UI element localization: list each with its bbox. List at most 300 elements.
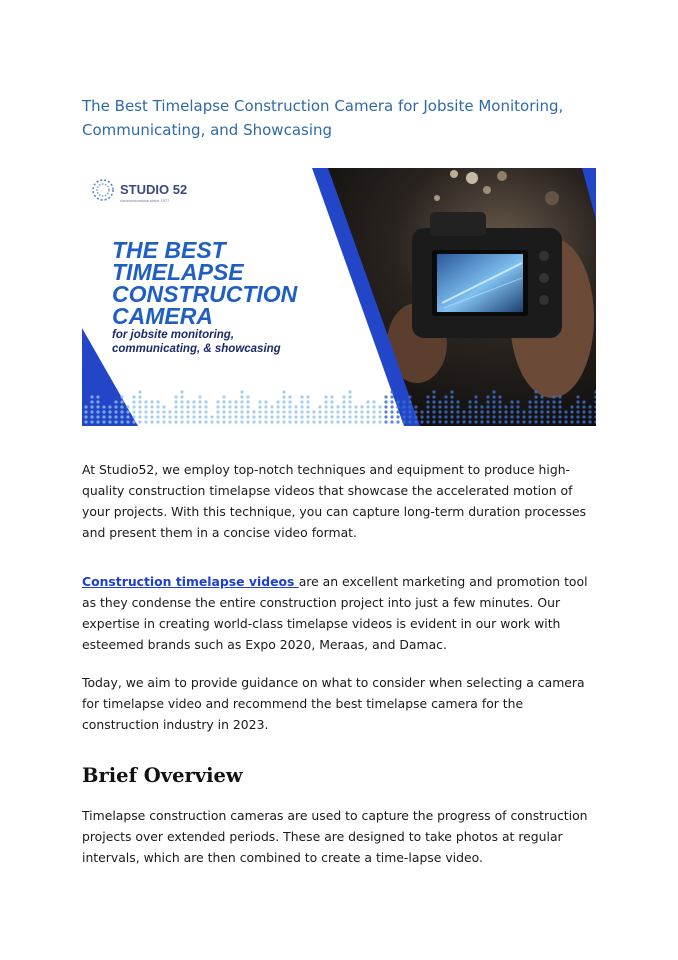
pattern-dot (90, 405, 93, 408)
pattern-dot (324, 405, 327, 408)
pattern-dot (408, 410, 411, 413)
pattern-dot (432, 420, 435, 423)
pattern-dot (426, 420, 429, 423)
pattern-dot (378, 420, 381, 423)
pattern-dot (294, 415, 297, 418)
pattern-dot (474, 405, 477, 408)
pattern-dot (534, 405, 537, 408)
banner-subline-2: communicating, & showcasing (112, 343, 281, 355)
pattern-dot (132, 400, 135, 403)
pattern-dot (186, 410, 189, 413)
pattern-dot (126, 410, 129, 413)
pattern-dot (426, 405, 429, 408)
pattern-dot (180, 400, 183, 403)
page-title: The Best Timelapse Construction Camera for Jobsite Monitoring, Communicating, and Showcasing (82, 97, 564, 139)
pattern-dot (486, 405, 489, 408)
pattern-dot (582, 415, 585, 418)
pattern-dot (582, 410, 585, 413)
pattern-dot (186, 400, 189, 403)
pattern-dot (114, 420, 117, 423)
pattern-dot (342, 410, 345, 413)
pattern-dot (138, 410, 141, 413)
pattern-dot (270, 415, 273, 418)
pattern-dot (336, 410, 339, 413)
pattern-dot (120, 410, 123, 413)
pattern-dot (432, 415, 435, 418)
pattern-dot (492, 395, 495, 398)
pattern-dot (318, 420, 321, 423)
pattern-dot (486, 400, 489, 403)
pattern-dot (378, 405, 381, 408)
pattern-dot (306, 405, 309, 408)
pattern-dot (426, 395, 429, 398)
pattern-dot (90, 395, 93, 398)
pattern-dot (426, 400, 429, 403)
pattern-dot (510, 410, 513, 413)
pattern-dot (240, 420, 243, 423)
pattern-dot (372, 405, 375, 408)
pattern-dot (288, 395, 291, 398)
pattern-dot (276, 410, 279, 413)
pattern-dot (522, 415, 525, 418)
pattern-dot (282, 415, 285, 418)
pattern-dot (480, 415, 483, 418)
pattern-dot (450, 395, 453, 398)
pattern-dot (174, 415, 177, 418)
pattern-dot (492, 410, 495, 413)
pattern-dot (144, 400, 147, 403)
pattern-dot (354, 410, 357, 413)
pattern-dot (336, 405, 339, 408)
pattern-dot (156, 405, 159, 408)
pattern-dot (486, 395, 489, 398)
pattern-dot (300, 420, 303, 423)
pattern-dot (396, 400, 399, 403)
pattern-dot (384, 400, 387, 403)
pattern-dot (498, 395, 501, 398)
pattern-dot (270, 405, 273, 408)
pattern-dot (510, 420, 513, 423)
pattern-dot (366, 400, 369, 403)
pattern-dot (90, 410, 93, 413)
pattern-dot (132, 405, 135, 408)
pattern-dot (114, 415, 117, 418)
pattern-dot (432, 400, 435, 403)
pattern-dot (144, 405, 147, 408)
pattern-dot (306, 400, 309, 403)
pattern-dot (90, 420, 93, 423)
pattern-dot (402, 400, 405, 403)
pattern-dot (474, 420, 477, 423)
pattern-dot (372, 415, 375, 418)
pattern-dot (318, 410, 321, 413)
pattern-dot (432, 390, 435, 393)
pattern-dot (570, 420, 573, 423)
pattern-dot (576, 400, 579, 403)
pattern-dot (264, 410, 267, 413)
pattern-dot (312, 415, 315, 418)
pattern-dot (228, 410, 231, 413)
pattern-dot (396, 415, 399, 418)
pattern-dot (144, 410, 147, 413)
pattern-dot (534, 400, 537, 403)
pattern-dot (390, 420, 393, 423)
pattern-dot (396, 420, 399, 423)
pattern-dot (138, 415, 141, 418)
pattern-dot (588, 415, 591, 418)
pattern-dot (492, 390, 495, 393)
pattern-dot (216, 405, 219, 408)
pattern-dot (342, 405, 345, 408)
pattern-dot (552, 395, 555, 398)
pattern-dot (174, 400, 177, 403)
pattern-dot (558, 395, 561, 398)
pattern-dot (96, 400, 99, 403)
pattern-dot (552, 405, 555, 408)
pattern-dot (132, 410, 135, 413)
pattern-dot (174, 405, 177, 408)
pattern-dot (180, 395, 183, 398)
pattern-dot (498, 410, 501, 413)
pattern-dot (300, 410, 303, 413)
pattern-dot (420, 415, 423, 418)
pattern-dot (282, 395, 285, 398)
pattern-dot (384, 405, 387, 408)
pattern-dot (468, 405, 471, 408)
pattern-dot (234, 405, 237, 408)
pattern-dot (264, 415, 267, 418)
pattern-dot (396, 410, 399, 413)
pattern-dot (450, 400, 453, 403)
pattern-dot (474, 395, 477, 398)
pattern-dot (96, 410, 99, 413)
pattern-dot (570, 415, 573, 418)
pattern-dot (246, 420, 249, 423)
pattern-dot (456, 405, 459, 408)
pattern-dot (396, 405, 399, 408)
pattern-dot (378, 410, 381, 413)
pattern-dot (414, 410, 417, 413)
pattern-dot (408, 400, 411, 403)
pattern-dot (486, 415, 489, 418)
pattern-dot (90, 400, 93, 403)
pattern-dot (312, 410, 315, 413)
pattern-dot (408, 405, 411, 408)
pattern-dot (420, 410, 423, 413)
pattern-dot (288, 405, 291, 408)
pattern-dot (456, 400, 459, 403)
pattern-dot (408, 395, 411, 398)
pattern-dot (144, 420, 147, 423)
pattern-dot (492, 405, 495, 408)
hero-banner (82, 168, 596, 426)
pattern-dot (354, 420, 357, 423)
pattern-dot (132, 415, 135, 418)
pattern-dot (546, 400, 549, 403)
pattern-dot (336, 415, 339, 418)
pattern-dot (138, 395, 141, 398)
pattern-dot (228, 400, 231, 403)
pattern-dot (366, 415, 369, 418)
pattern-dot (240, 410, 243, 413)
pattern-dot (588, 405, 591, 408)
pattern-dot (540, 405, 543, 408)
pattern-dot (576, 420, 579, 423)
pattern-dot (438, 400, 441, 403)
pattern-dot (138, 400, 141, 403)
pattern-dot (234, 410, 237, 413)
pattern-dot (174, 420, 177, 423)
pattern-dot (240, 415, 243, 418)
pattern-dot (456, 415, 459, 418)
pattern-dot (246, 415, 249, 418)
pattern-dot (324, 410, 327, 413)
pattern-dot (348, 400, 351, 403)
pattern-dot (372, 410, 375, 413)
pattern-dot (504, 420, 507, 423)
pattern-dot (192, 420, 195, 423)
banner-headline-line-2: TIMELAPSE (112, 259, 244, 285)
pattern-dot (102, 415, 105, 418)
pattern-dot (498, 405, 501, 408)
pattern-dot (108, 415, 111, 418)
banner-headline-line-3: CONSTRUCTION (112, 281, 298, 307)
pattern-dot (252, 420, 255, 423)
pattern-dot (216, 410, 219, 413)
pattern-dot (150, 405, 153, 408)
pattern-dot (240, 405, 243, 408)
pattern-dot (348, 415, 351, 418)
pattern-dot (108, 410, 111, 413)
pattern-dot (138, 390, 141, 393)
pattern-dot (516, 415, 519, 418)
pattern-dot (288, 415, 291, 418)
pattern-dot (492, 415, 495, 418)
pattern-dot (360, 405, 363, 408)
pattern-dot (294, 405, 297, 408)
pattern-dot (114, 410, 117, 413)
pattern-dot (150, 410, 153, 413)
pattern-dot (102, 405, 105, 408)
pattern-dot (192, 410, 195, 413)
pattern-dot (474, 415, 477, 418)
pattern-dot (120, 405, 123, 408)
pattern-dot (330, 410, 333, 413)
pattern-dot (360, 410, 363, 413)
pattern-dot (534, 415, 537, 418)
pattern-dot (276, 420, 279, 423)
pattern-dot (150, 415, 153, 418)
construction-timelapse-videos-link[interactable]: Construction timelapse videos (82, 574, 299, 589)
pattern-dot (558, 405, 561, 408)
pattern-dot (432, 395, 435, 398)
pattern-dot (234, 420, 237, 423)
pattern-dot (156, 415, 159, 418)
pattern-dot (468, 400, 471, 403)
logo-text: STUDIO 52 (120, 182, 188, 197)
pattern-dot (288, 400, 291, 403)
pattern-dot (504, 405, 507, 408)
pattern-dot (450, 390, 453, 393)
pattern-dot (348, 390, 351, 393)
pattern-dot (444, 400, 447, 403)
pattern-dot (234, 415, 237, 418)
second-paragraph (82, 571, 594, 655)
pattern-dot (534, 410, 537, 413)
pattern-dot (282, 405, 285, 408)
pattern-dot (576, 410, 579, 413)
pattern-dot (246, 405, 249, 408)
pattern-dot (492, 400, 495, 403)
pattern-dot (156, 410, 159, 413)
pattern-dot (486, 420, 489, 423)
pattern-dot (324, 420, 327, 423)
pattern-dot (402, 420, 405, 423)
pattern-dot (102, 420, 105, 423)
pattern-dot (570, 410, 573, 413)
banner-graphic (82, 168, 596, 426)
pattern-dot (306, 415, 309, 418)
pattern-dot (348, 405, 351, 408)
pattern-dot (522, 420, 525, 423)
logo-tagline: communications since 1977 (120, 198, 170, 203)
pattern-dot (276, 405, 279, 408)
pattern-dot (384, 415, 387, 418)
pattern-dot (138, 420, 141, 423)
pattern-dot (330, 415, 333, 418)
pattern-dot (558, 420, 561, 423)
pattern-dot (96, 405, 99, 408)
pattern-dot (336, 420, 339, 423)
pattern-dot (468, 420, 471, 423)
pattern-dot (348, 410, 351, 413)
pattern-dot (198, 395, 201, 398)
pattern-dot (222, 405, 225, 408)
pattern-dot (576, 415, 579, 418)
pattern-dot (402, 405, 405, 408)
pattern-dot (300, 405, 303, 408)
pattern-dot (516, 400, 519, 403)
pattern-dot (462, 415, 465, 418)
pattern-dot (240, 400, 243, 403)
pattern-dot (558, 400, 561, 403)
pattern-dot (552, 410, 555, 413)
pattern-dot (180, 405, 183, 408)
pattern-dot (366, 405, 369, 408)
pattern-dot (534, 420, 537, 423)
pattern-dot (462, 410, 465, 413)
pattern-dot (312, 420, 315, 423)
pattern-dot (564, 410, 567, 413)
pattern-dot (108, 420, 111, 423)
pattern-dot (198, 420, 201, 423)
pattern-dot (186, 415, 189, 418)
pattern-dot (192, 400, 195, 403)
pattern-dot (342, 400, 345, 403)
pattern-dot (216, 415, 219, 418)
pattern-dot (162, 410, 165, 413)
pattern-dot (120, 420, 123, 423)
pattern-dot (258, 405, 261, 408)
pattern-dot (282, 420, 285, 423)
pattern-dot (342, 420, 345, 423)
pattern-dot (240, 395, 243, 398)
pattern-dot (198, 415, 201, 418)
pattern-dot (174, 395, 177, 398)
pattern-dot (414, 405, 417, 408)
pattern-dot (390, 395, 393, 398)
pattern-dot (546, 405, 549, 408)
pattern-dot (150, 400, 153, 403)
pattern-dot (84, 420, 87, 423)
pattern-dot (366, 420, 369, 423)
brief-overview-heading: Brief Overview (82, 764, 243, 787)
pattern-dot (342, 395, 345, 398)
pattern-dot (228, 420, 231, 423)
pattern-dot (120, 415, 123, 418)
pattern-dot (468, 415, 471, 418)
pattern-dot (264, 420, 267, 423)
pattern-dot (84, 415, 87, 418)
pattern-dot (252, 410, 255, 413)
pattern-dot (390, 405, 393, 408)
pattern-dot (198, 410, 201, 413)
pattern-dot (372, 420, 375, 423)
pattern-dot (120, 395, 123, 398)
pattern-dot (540, 420, 543, 423)
pattern-dot (342, 415, 345, 418)
banner-subline-1: for jobsite monitoring, (112, 329, 235, 341)
pattern-dot (426, 415, 429, 418)
pattern-dot (414, 420, 417, 423)
pattern-dot (552, 415, 555, 418)
pattern-dot (156, 420, 159, 423)
pattern-dot (168, 420, 171, 423)
pattern-dot (348, 420, 351, 423)
pattern-dot (168, 415, 171, 418)
pattern-dot (528, 415, 531, 418)
pattern-dot (390, 400, 393, 403)
pattern-dot (480, 410, 483, 413)
pattern-dot (180, 390, 183, 393)
pattern-dot (408, 415, 411, 418)
banner-headline-line-4: CAMERA (112, 303, 213, 329)
pattern-dot (390, 415, 393, 418)
pattern-dot (168, 410, 171, 413)
pattern-dot (258, 410, 261, 413)
pattern-dot (582, 420, 585, 423)
pattern-dot (114, 400, 117, 403)
pattern-dot (534, 390, 537, 393)
pattern-dot (546, 420, 549, 423)
pattern-dot (414, 415, 417, 418)
pattern-dot (318, 405, 321, 408)
pattern-dot (330, 395, 333, 398)
third-paragraph: Today, we aim to provide guidance on what to consider when selecting a camera for timelapse video and recommend the best timelapse camera for the construction industry in 2023. (82, 675, 585, 732)
pattern-dot (516, 420, 519, 423)
pattern-dot (354, 415, 357, 418)
pattern-dot (330, 405, 333, 408)
pattern-dot (540, 410, 543, 413)
pattern-dot (192, 415, 195, 418)
pattern-dot (318, 415, 321, 418)
pattern-dot (438, 415, 441, 418)
pattern-dot (252, 415, 255, 418)
pattern-dot (498, 415, 501, 418)
pattern-dot (132, 395, 135, 398)
pattern-dot (330, 400, 333, 403)
pattern-dot (120, 400, 123, 403)
